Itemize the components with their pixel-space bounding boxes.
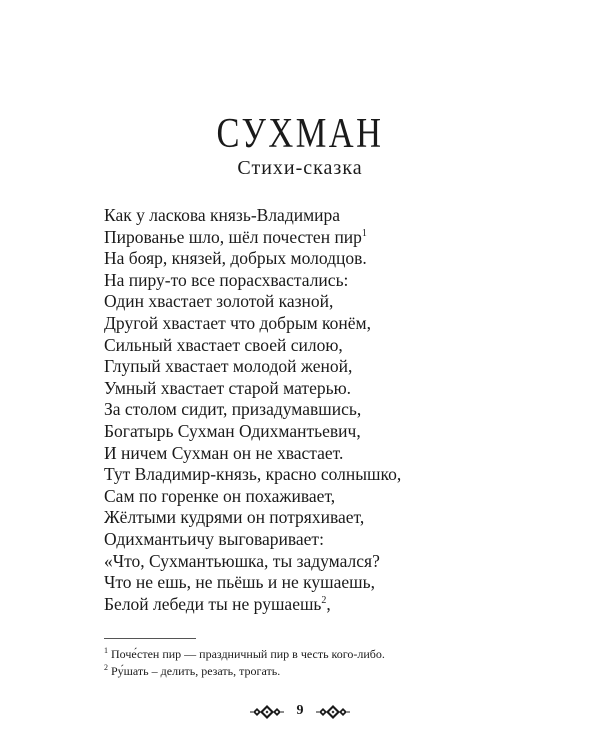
ornament-icon — [250, 704, 284, 720]
poem-line: Другой хвастает что добрым конём, — [104, 312, 371, 333]
poem-line: И ничем Сухман он не хвастает. — [104, 442, 344, 463]
poem-line: На пиру-то все порасхвастались: — [104, 269, 349, 290]
poem-line: «Что, Сухмантьюшка, ты задумался? — [104, 550, 380, 571]
poem-line: Тут Владимир-князь, красно солнышко, — [104, 464, 402, 485]
footnote-text: Поче́стен пир — праздничный пир в честь кого-либо. — [111, 647, 385, 661]
poem-line: Один хвастает золотой казной, — [104, 291, 334, 312]
poem-line: Умный хвастает старой матерью. — [104, 377, 352, 398]
poem-line: За столом сидит, призадумавшись, — [104, 399, 362, 420]
poem-line: Сильный хвастает своей силою, — [104, 334, 343, 355]
page-number: 9 — [296, 703, 304, 718]
poem-line: Сам по горенке он похаживает, — [104, 485, 336, 506]
poem-line: Что не ешь, не пьёшь и не кушаешь, — [104, 572, 375, 593]
footnote-divider — [104, 638, 196, 639]
poem-line: Белой лебеди ты не рушаешь$^2$, — [104, 593, 331, 614]
footnote-ref: 2 — [321, 594, 327, 606]
footnotes — [104, 646, 504, 680]
poem-text — [104, 205, 564, 615]
page-footer — [0, 700, 600, 724]
footnote-text: Ру́шать – делить, резать, трогать. — [111, 664, 281, 678]
page-subtitle: Стихи-сказка — [237, 157, 363, 179]
poem-line: Жёлтыми кудрями он потряхивает, — [104, 507, 365, 528]
ornament-icon — [316, 704, 350, 720]
footnote-mark: 1 — [104, 646, 108, 655]
poem-line: Одихмантьичу выговаривает: — [104, 528, 324, 549]
poem-line: Богатырь Сухман Одихмантьевич, — [104, 420, 361, 441]
poem-line: Пированье шло, шёл почестен пир$^1$ — [104, 226, 367, 247]
footnote-ref: 1 — [361, 227, 367, 239]
footnote-item — [104, 646, 504, 663]
poem-line: Как у ласкова князь-Владимира — [104, 205, 341, 225]
poem-line: На бояр, князей, добрых молодцов. — [104, 248, 367, 269]
footnote-item — [104, 663, 504, 680]
page-title: СУХМАН — [216, 111, 384, 157]
footnote-mark: 2 — [104, 663, 108, 672]
poem-line: Глупый хвастает молодой женой, — [104, 356, 353, 377]
